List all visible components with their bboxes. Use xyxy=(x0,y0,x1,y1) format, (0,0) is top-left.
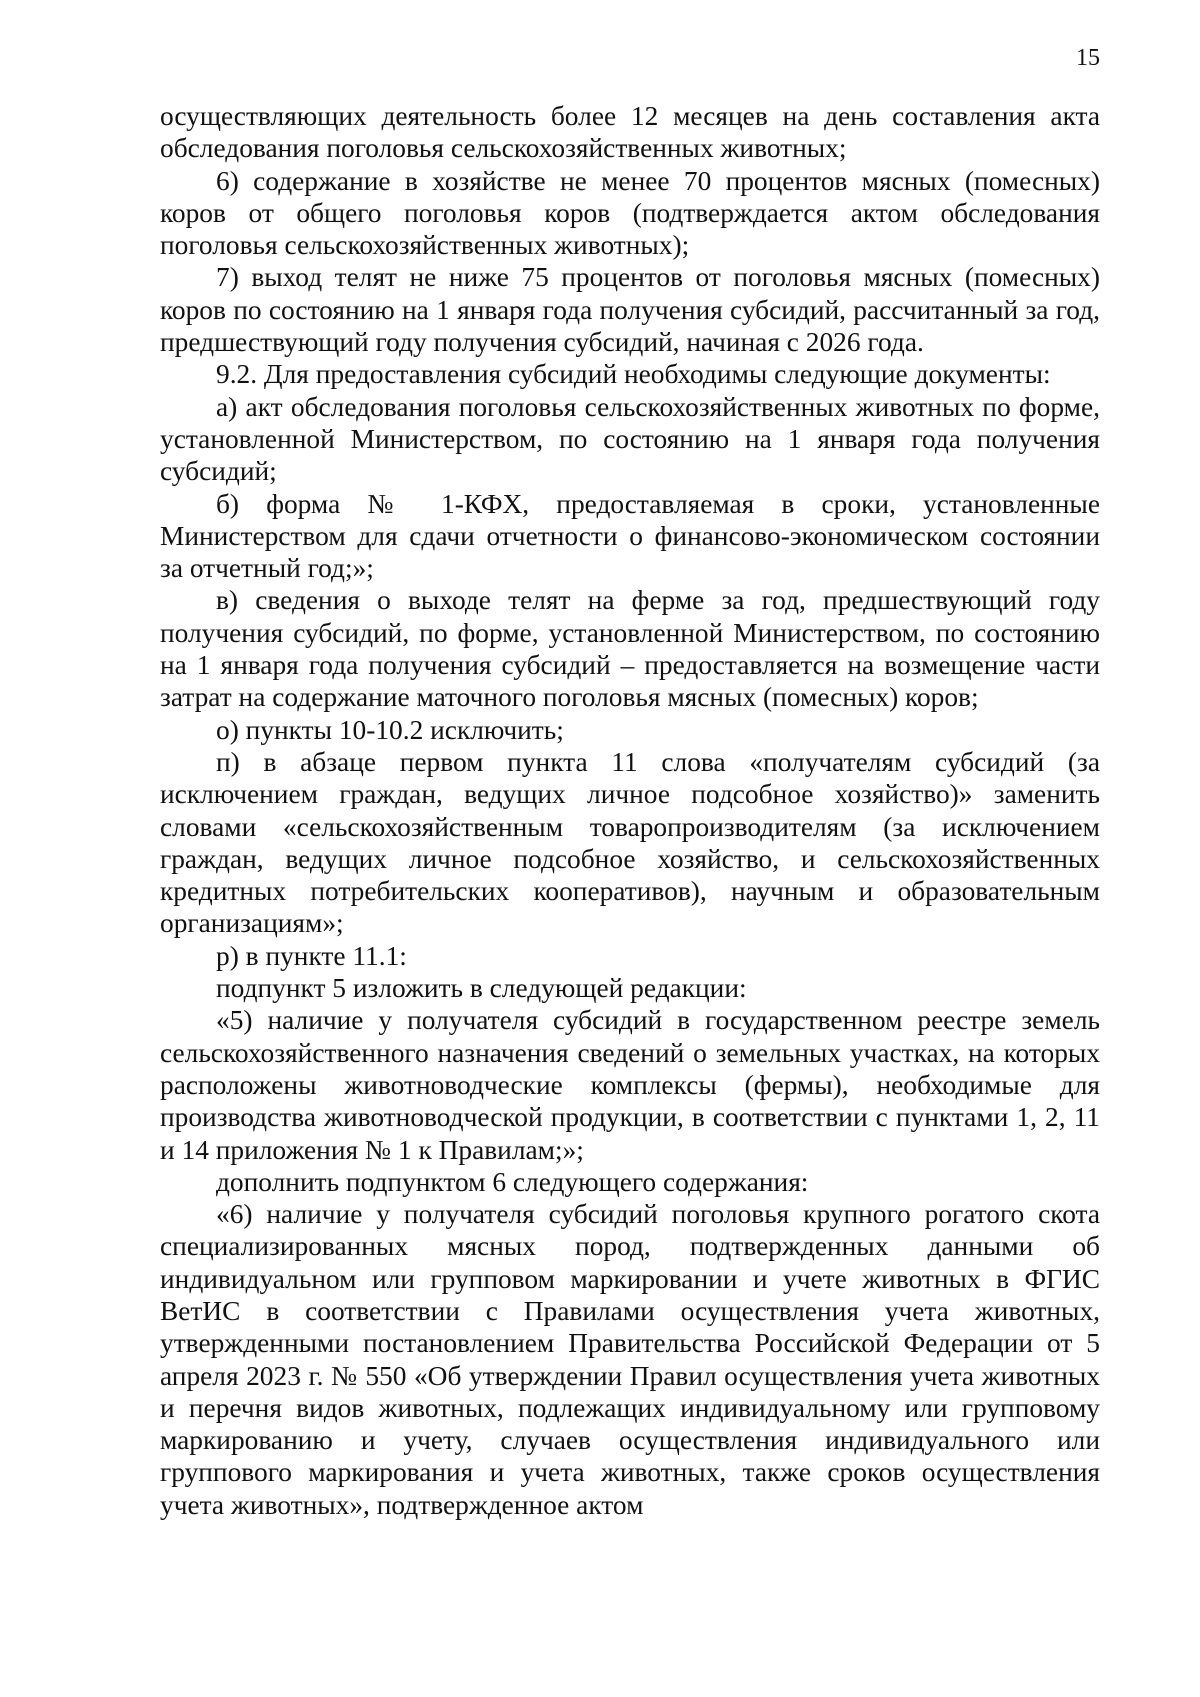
paragraph-9: п) в абзаце первом пункта 11 слова «получателям субсидий (за исключением граждан, ведущих личное подсобное хозяйство)» заменить словами «сельскохозяйственным товаропроизводителям (за исключением граждан, ведущих личное подсобное хозяйство, и сельскохозяйственных кредитных потребительских кооперативов), научным и образовательным организациям»; xyxy=(160,746,1100,939)
paragraph-10: р) в пункте 11.1: xyxy=(216,940,407,971)
paragraph-11: подпункт 5 изложить в следующей редакции: xyxy=(216,973,747,1004)
paragraph-2: 6) содержание в хозяйстве не менее 70 процентов мясных (помесных) коров от общего поголовья коров (подтверждается актом обследования поголовья сельскохозяйственных животных); xyxy=(160,165,1100,261)
paragraph-7: в) сведения о выходе телят на ферме за год, предшествующий году получения субсидий, по форме, установленной Министерством, по состоянию на 1 января года получения субсидий – предоставляется на возмещение части затрат на содержание маточного поголовья мясных (помесных) коров; xyxy=(160,585,1100,713)
paragraph-13: дополнить подпунктом 6 следующего содержания: xyxy=(216,1166,809,1197)
paragraph-4: 9.2. Для предоставления субсидий необходимы следующие документы: xyxy=(216,359,1051,390)
paragraph-1: осуществляющих деятельность более 12 месяцев на день составления акта обследования поголовья сельскохозяйственных животных; xyxy=(160,101,1100,164)
paragraph-3: 7) выход телят не ниже 75 процентов от поголовья мясных (помесных) коров по состоянию на 1 января года получения субсидий, рассчитанный за год, предшествующий году получения субсидий, начиная с 2026 года. xyxy=(160,262,1100,358)
paragraph-14: «6) наличие у получателя субсидий поголовья крупного рогатого скота специализированных мясных пород, подтвержденных данными об индивидуальном или групповом маркировании и учете животных в ФГИС ВетИС в соответствии с Правилами осуществления учета животных, утвержденными постановлением Правительства Российской Федерации от 5 апреля 2023 г. № 550 «Об утверждении Правил осуществления учета животных и перечня видов животных, подлежащих индивидуальному или групповому маркированию и учету, случаев осуществления индивидуального или группового маркирования и учета животных, также сроков осуществления учета животных», подтвержденное актом xyxy=(160,1199,1100,1520)
paragraph-5: а) акт обследования поголовья сельскохозяйственных животных по форме, установленной Министерством, по состоянию на 1 января года получения субсидий; xyxy=(160,391,1100,487)
page-number: 15 xyxy=(1076,45,1100,71)
document-body xyxy=(160,100,1100,1521)
paragraph-6: б) форма № 1-КФХ, предоставляемая в сроки, установленные Министерством для сдачи отчетности о финансово-экономическом состоянии за отчетный год;»; xyxy=(160,488,1100,584)
paragraph-8: о) пункты 10-10.2 исключить; xyxy=(216,714,564,745)
paragraph-12: «5) наличие у получателя субсидий в государственном реестре земель сельскохозяйственного назначения сведений о земельных участках, на которых расположены животноводческие комплексы (фермы), необходимые для производства животноводческой продукции, в соответствии с пунктами 1, 2, 11 и 14 приложения № 1 к Правилам;»; xyxy=(160,1005,1100,1165)
